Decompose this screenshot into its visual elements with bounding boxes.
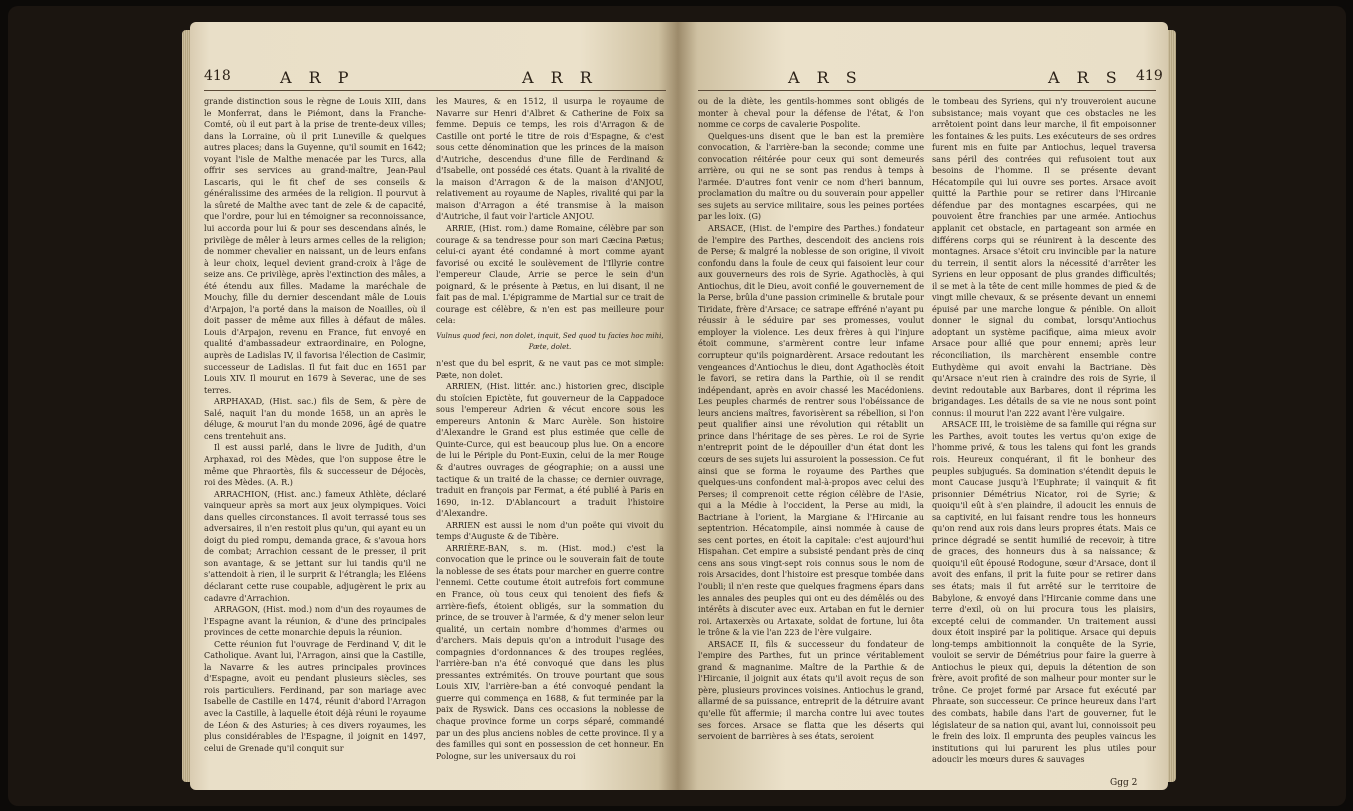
paragraph: ARRIÈRE-BAN, s. m. (Hist. mod.) c'est la convocation que le prince ou le souverain fait de toute la noblesse de ses états pour marcher en guerre contre l'ennemi. Cette coutume étoit autrefois fort commune en France, où tous ceux qui tenoient des fiefs & arrière-fiefs, étoient obligés, sur la sommation du prince, de se trouver à l'armée, & d'y mener selon leur qualité, un certain nombre d'hommes d'armes ou d'archers. Mais depuis qu'on a introduit l'usage des compagnies d'ordonnances & des troupes reglées, l'arrière-ban n'a été convoqué que dans les plus pressantes extrémités. On trouve pourtant que sous Louis XIV, l'arrière-ban a été convoqué pendant la guerre qui commença en 1688, & fut terminée par la paix de Ryswick. Dans ces occasions la noblesse de chaque province forme un corps séparé, commandé par un des plus anciens nobles de cette province. Il y a des familles qui sont en possession de cet honneur. En Pologne, sur les universaux du roi	[436, 542, 664, 761]
right-column-2	[932, 96, 1156, 782]
left-page	[190, 22, 678, 790]
paragraph: Quelques-uns disent que le ban est la première convocation, & l'arrière-ban la seconde; comme une convocation réitérée pour ceux qui sont demeurés arrière, ou qui ne se sont pas rendus à temps à l'armée. D'autres font venir ce nom d'heri bannum, proclamation du maître ou du souverain pour appeller ses sujets au service militaire, sous les peines portées par les loix. (G)	[698, 130, 924, 222]
left-column-1	[204, 96, 426, 790]
right-head-rule	[698, 90, 1156, 91]
paragraph: ARPHAXAD, (Hist. sac.) fils de Sem, & père de Salé, naquit l'an du monde 1658, un an après le déluge, & mourut l'an du monde 2096, âgé de quatre cens trentehuit ans.	[204, 396, 426, 441]
paragraph: ou de la diète, les gentils-hommes sont obligés de monter à cheval pour la défense de l'état, & l'on nomme ce corps de cavalerie Pospolite.	[698, 96, 924, 130]
right-column-1	[698, 96, 924, 790]
paragraph: Il est aussi parlé, dans le livre de Judith, d'un Arphaxad, roi des Mèdes, que l'on suppose être le même que Phraortès, fils & successeur de Déjocès, roi des Mèdes. (A. R.)	[204, 442, 426, 488]
paragraph: le tombeau des Syriens, qui n'y trouveroient aucune subsistance; mais voyant que ces obstacles ne les arrêtoient point dans leur marche, il fit empoisonner les fontaines & les puits. Les exécuteurs de ses ordres furent mis en fuite par Antiochus, lequel traversa sans péril des contrées qui refusoient tout aux besoins de l'homme. Il se présente devant Hécatompile qui lui ouvre ses portes. Arsace avoit quitté la Parthie pour se retirer dans l'Hircanie défendue par des montagnes escarpées, qui ne pouvoient être franchies par une armée. Antiochus applanit cet obstacle, en partageant son armée en différens corps qui se réunirent à la descente des montagnes. Arsace s'étoit cru invincible par la nature du terrein, il sentit alors la nécessité d'arrêter les Syriens en leur opposant de plus grandes difficultés; il se met à la tête de cent mille hommes de pied & de vingt mille chevaux, & se présente devant un ennemi épuisé par une marche longue & pénible. On alloit donner le signal du combat, lorsqu'Antiochus adoptant un système pacifique, aima mieux avoir Arsace pour allié que pour ennemi; après leur réconciliation, ils marchèrent ensemble contre Euthydème qui avoit envahi la Bactriane. Dès qu'Arsace n'eut rien à craindre des rois de Syrie, il devint redoutable aux Barbares, dont il réprima les brigandages. Les détails de sa vie ne nous sont point connus: il mourut l'an 222 avant l'ère vulgaire.	[932, 96, 1156, 418]
paragraph: ARSACE III, le troisième de sa famille qui régna sur les Parthes, avoit toutes les vertus qu'on exige de l'homme privé, & tous les talens qui font les grands rois. Heureux conquérant, il fit le bonheur des peuples subjugués. Sa domination s'étendit depuis le mont Caucase jusqu'à l'Euphrate; il vainquit & fit prisonnier Démétrius Nicator, roi de Syrie; & quoiqu'il eût à s'en plaindre, il adoucit les ennuis de sa captivité, en lui faisant rendre tous les honneurs qu'on rend aux rois dans leurs propres états. Mais ce prince dégradé se sentit humilié de recevoir, à titre de graces, des honneurs dus à sa naissance; & quoiqu'il eût épousé Rodogune, sœur d'Arsace, dont il avoit des enfans, il prit la fuite pour se retirer dans ses états; mais il fut arrêté sur le territoire de Babylone, & envoyé dans l'Hircanie comme dans une terre d'exil, où on lui procura tous les plaisirs, excepté celui de commander. Un traitement aussi doux étoit inspiré par la politique. Arsace qui depuis long-temps ambitionnoit la conquête de la Syrie, vouloit se servir de Démétrius pour faire la guerre à Antiochus le pieux qui, depuis la détention de son frère, avoit profité de son malheur pour monter sur le trône. Ce projet formé par Arsace fut exécuté par Phraate, son successeur. Ce prince heureux dans l'art des combats, habile dans l'art de gouverner, fut le législateur de sa nation qui, avant lui, connoissoit peu le frein des loix. Il emprunta des peuples vaincus les institutions qui lui parurent les plus utiles pour adoucir les mœurs dures & sauvages	[932, 419, 1156, 765]
left-head-rule	[204, 90, 666, 91]
left-column-2	[436, 96, 664, 790]
paragraph: ARSACE, (Hist. de l'empire des Parthes.) fondateur de l'empire des Parthes, descendoit des anciens rois de Perse; & malgré la noblesse de son origine, il vivoit confondu dans la foule de ceux qui faisoient leur cour aux gouverneurs des rois de Syrie. Agathoclès, à qui Antiochus, dit le Dieu, avoit confié le gouvernement de la Perse, brûla d'une passion criminelle & brutale pour Tiridate, frère d'Arsace; ce satrape effréné n'ayant pu réussir à le séduire par ses promesses, voulut employer la violence. Les deux frères à qui l'injure étoit commune, s'armèrent contre leur infame corrupteur qu'ils poignardèrent. Arsace redoutant les vengeances d'Antiochus le dieu, dont Agathoclès étoit le favori, se retira dans la Parthie, où il se rendit indépendant, après en avoir chassé les Macédoniens. Les peuples charmés de rentrer sous l'obéissance de leurs anciens maîtres, favorisèrent sa rébellion, si l'on peut qualifier ainsi une révolution qui rétablit un prince dans l'héritage de ses pères. Le roi de Syrie n'entreprit point de le dépouiller d'un état dont les cœurs de ses sujets lui assuroient la possession. Ce fut ainsi que se forma le royaume des Parthes que quelques-uns confondent mal-à-propos avec celui des Perses; il comprenoit cette région célèbre de l'Asie, qui a la Médie à l'occident, la Perse au midi, la Bactriane à l'orient, la Margiane & l'Hircanie au septentrion. Hécatompile, ainsi nommée à cause de ses cent portes, en étoit la capitale: c'est aujourd'hui Hispahan. Cet empire a subsisté pendant près de cinq cens ans sous vingt-sept rois connus sous le nom de rois Arsacides, dont l'histoire est presque tombée dans l'oubli; il n'en reste que quelques fragmens épars dans les annales des peuples qui ont eu des démêlés ou des intérêts à discuter avec eux. Artaban en fut le dernier roi. Artaxerxès ou Artaxate, soldat de fortune, lui ôta le trône & la vie l'an 223 de l'ère vulgaire.	[698, 223, 924, 638]
paragraph: ARRIEN, (Hist. littér. anc.) historien grec, disciple du stoïcien Epictète, fut gouverneur de la Cappadoce sous l'empereur Adrien & vécut encore sous les empereurs Antonin & Marc Aurèle. Son histoire d'Alexandre le Grand est plus estimée que celle de Quinte-Curce, qui est beaucoup plus lue. On a encore de lui le Périple du Pont-Euxin, celui de la mer Rouge & d'autres ouvrages de géographie; on a aussi une tactique & un traité de la chasse; ce dernier ouvrage, traduit en françois par Fermat, a été publié à Paris en 1690, in-12. D'Ablancourt a traduit l'histoire d'Alexandre.	[436, 381, 664, 519]
left-head-word-center: A R R	[522, 68, 598, 87]
right-page-number: 419	[1136, 68, 1163, 84]
left-head-word: A R P	[280, 68, 355, 87]
paragraph: ARSACE II, fils & successeur du fondateur de l'empire des Parthes, fut un prince véritablement grand & magnanime. Maître de la Parthie & de l'Hircanie, il joignit aux états qu'il avoit reçus de son père, plusieurs provinces voisines. Antiochus le grand, allarmé de sa puissance, entreprit de la détruire avant qu'elle fût affermie; il marcha contre lui avec toutes ses forces. Arsace se flatta que les déserts qui servoient de barrières à ses états, seroient	[698, 638, 924, 742]
paragraph: Cette réunion fut l'ouvrage de Ferdinand V, dit le Catholique. Avant lui, l'Arragon, ainsi que la Castille, la Navarre & les autres principales provinces d'Espagne, avoit eu pendant plusieurs siècles, ses rois particuliers. Ferdinand, par son mariage avec Isabelle de Castille en 1474, réunit d'abord l'Arragon avec la Castille, à laquelle étoit déjà réuni le royaume de Léon & des Asturies; à ces divers royaumes, les plus considérables de l'Espagne, il joignit en 1497, celui de Grenade qu'il conquit sur	[204, 638, 426, 753]
right-head-word-center: A R S	[788, 68, 863, 87]
paragraph: ARRAGON, (Hist. mod.) nom d'un des royaumes de l'Espagne avant la réunion, & d'une des principales provinces de cette monarchie depuis la réunion.	[204, 604, 426, 638]
paragraph: ARRACHION, (Hist. anc.) fameux Athlète, déclaré vainqueur après sa mort aux jeux olympiques. Voici dans quelles circonstances. Il avoit terrassé tous ses adversaires, il n'en restoit plus qu'un, qui ayant eu un doigt du pied rompu, demanda grace, & s'avoua hors de combat; Arrachion cessant de le presser, il prit son avantage, & se jettant sur lui tandis qu'il ne s'attendoit à rien, il le surprit & l'étrangla; les Eléens déclarant cette ruse coupable, adjugèrent le prix au cadavre d'Arrachion.	[204, 488, 426, 603]
page-signature: Ggg 2	[1110, 778, 1138, 788]
left-page-number: 418	[204, 68, 231, 84]
left-running-head	[204, 68, 664, 90]
paragraph: ARRIEN est aussi le nom d'un poëte qui vivoit du temps d'Auguste & de Tibère.	[436, 519, 664, 542]
verse-quote: Vulnus quod feci, non dolet, inquit, Sed quod tu facies hoc mihi, Pæte, dolet.	[436, 331, 664, 352]
right-running-head	[698, 68, 1163, 90]
paragraph: ARRIE, (Hist. rom.) dame Romaine, célèbre par son courage & sa tendresse pour son mari Cæcina Pætus; celui-ci ayant été condamné à mort comme ayant favorisé ou excité le soulèvement de l'Illyrie contre l'empereur Claude, Arrie se perce le sein d'un poignard, & le présente à Pætus, en lui disant, il ne fait pas de mal. L'épigramme de Martial sur ce trait de courage est célèbre, & n'en est pas meilleure pour cela:	[436, 223, 664, 326]
paragraph: grande distinction sous le règne de Louis XIII, dans le Monferrat, dans le Piémont, dans la Franche-Comté, où il eut part à la prise de trente-deux villes; dans la Lorraine, où il prit Luneville & quelques autres places; dans la Guyenne, qu'il soumit en 1642; voyant l'isle de Malthe menacée par les Turcs, alla offrir ses services au grand-maître, Jean-Paul Lascaris, qui le fit chef de ses conseils & généralissime des armées de la religion. Il pourvut à la sûreté de Malthe avec tant de zele & de capacité, que l'ordre, pour lui en témoigner sa reconnoissance, lui accorda pour lui & pour ses descendans aînés, le privilège de mêler à leurs armes celles de la religion; de nommer chevalier en naissant, un de leurs enfans à leur choix, lequel devient grand-croix à l'âge de seize ans. Ce privilège, après l'extinction des mâles, a été étendu aux filles. Madame la maréchale de Mouchy, fille du dernier descendant mâle de Louis d'Arpajon, l'a porté dans la maison de Noailles, où il doit passer de même aux filles à défaut de mâles. Louis d'Arpajon, revenu en France, fut envoyé en qualité d'ambassadeur extraordinaire, en Pologne, auprès de Ladislas IV, il favorisa l'élection de Casimir, successeur de Ladislas. Il fut fait duc en 1651 par Louis XIV. Il mourut en 1679 à Severac, une de ses terres.	[204, 96, 426, 395]
right-head-word: A R S	[1048, 68, 1123, 87]
paragraph: n'est que du bel esprit, & ne vaut pas ce mot simple: Pæte, non dolet.	[436, 358, 664, 380]
right-page	[678, 22, 1168, 790]
paragraph: les Maures, & en 1512, il usurpa le royaume de Navarre sur Henri d'Albret & Catherine de Foix sa femme. Depuis ce temps, les rois d'Arragon & de Castille ont porté le titre de rois d'Espagne, & c'est sous cette dénomination que les princes de la maison d'Autriche, descendus d'une fille de Ferdinand & d'Isabelle, ont possédé ces états. Quant à la rivalité de la maison d'Arragon & de la maison d'ANJOU, relativement au royaume de Naples, rivalité qui par la maison d'Arragon a été transmise à la maison d'Autriche, il faut voir l'article ANJOU.	[436, 96, 664, 222]
